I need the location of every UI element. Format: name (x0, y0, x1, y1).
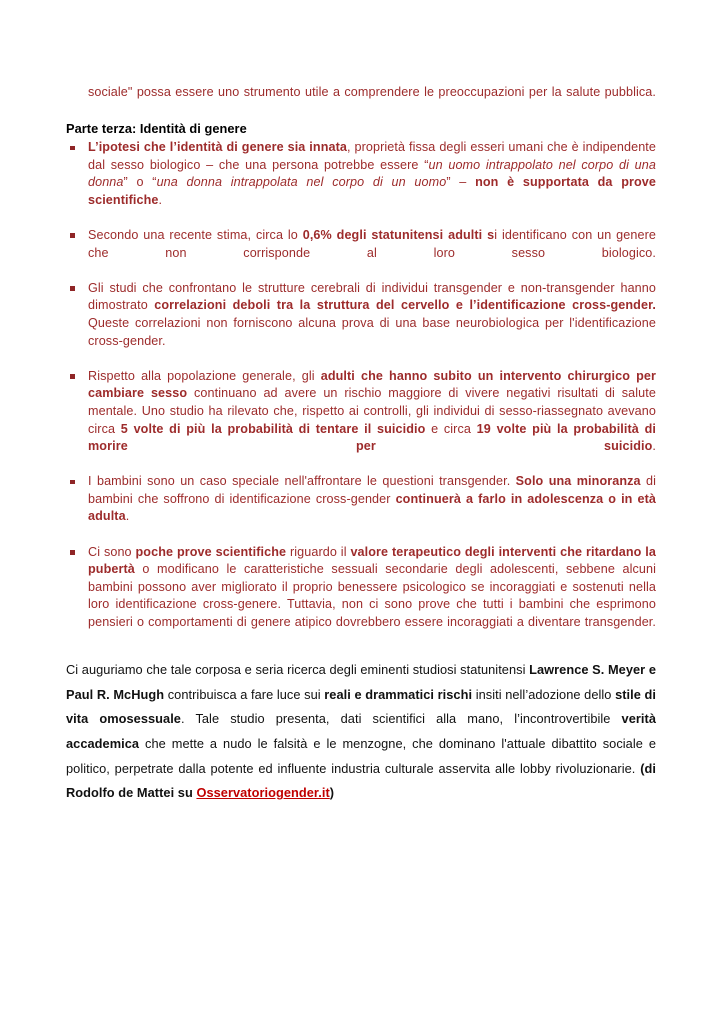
bold-run: (di Rodolfo de Mattei su (66, 760, 656, 801)
text-run: I bambini sono un caso speciale nell'affrontare le questioni transgender. (88, 474, 516, 489)
bold-run: stile di vita omosessuale (66, 686, 657, 727)
text-run: Ci sono (88, 544, 136, 559)
bullet-sex-reassignment-surgery-risks (66, 368, 656, 474)
bold-run: 0,6% degli statunitensi adulti s (302, 227, 495, 242)
text-run: riguardo il (286, 544, 351, 559)
bold-run: reali e drammatici rischi (324, 686, 473, 702)
italic-run: un uomo intrappolato nel corpo di una donna (88, 157, 656, 190)
bullet-text (88, 281, 656, 348)
text-run: di bambini che soffrono di identificazione cross-gender (88, 474, 657, 506)
text-run: Ci auguriamo che tale corposa e seria ricerca degli eminenti studiosi statunitensi (66, 662, 530, 678)
closing-paragraph (66, 658, 656, 806)
text-run: continuano ad avere un rischio maggiore di vivere negativi risultati di salute mentale. Uno studio ha rilevato che, rispetto ai controlli, gli individui di sesso-riassegnato avevano circa (88, 386, 656, 436)
text-run: . (158, 192, 163, 207)
bold-run: non è supportata da prove scientifiche (88, 175, 656, 207)
square-bullet-icon (70, 550, 75, 555)
text-run: . Tale studio presenta, dati scientifici alla mano, l’incontrovertibile (180, 711, 622, 727)
bullet-text (88, 228, 656, 260)
text-run: . (125, 509, 130, 524)
bold-run: 5 volte di più la probabilità di tentare il suicidio (120, 421, 426, 436)
bold-run: valore terapeutico degli interventi che ritardano la pubertà (88, 544, 656, 577)
bullet-text (88, 369, 656, 453)
text-run: . (652, 439, 656, 454)
text-run: ” o “ (123, 175, 157, 190)
bold-run: Lawrence S. Meyer e Paul R. McHugh (66, 662, 657, 702)
findings-bullet-list (66, 139, 656, 649)
text-run: o modificano le caratteristiche sessuali secondarie degli adolescenti, sebbene alcuni bambini possono aver migliorato il proprio benessere psicologico se incoraggiati e sostenuti nella loro identificazione cross-genere. Tuttavia, non ci sono prove che tutti i bambini che esprimono pensieri o comportamenti di genere atipico dovrebbero essere incoraggiati a diventare transgender. (88, 562, 656, 630)
bold-run: correlazioni deboli tra la struttura del cervello e l’identificazione cross-gender. (154, 298, 656, 313)
italic-run: una donna intrappolata nel corpo di un uomo (156, 175, 447, 190)
osservatoriogender-link[interactable]: Osservatoriogender.it (196, 785, 330, 801)
text-run: Gli studi che confrontano le strutture cerebrali di individui transgender e non-transgender hanno dimostrato (88, 280, 656, 313)
text-run: Secondo una recente stima, circa lo (88, 227, 303, 242)
bold-run: continuerà a farlo in adolescenza o in età adulta (88, 491, 656, 524)
bullet-puberty-blockers-evidence (66, 544, 656, 650)
bullet-gender-identity-hypothesis (66, 139, 656, 227)
square-bullet-icon (70, 480, 75, 485)
bold-run: Solo una minoranza (515, 474, 641, 489)
bold-run: ) (329, 785, 335, 801)
bold-run: 19 volte più la probabilità di morire per suicidio (88, 421, 656, 454)
text-run: Queste correlazioni non forniscono alcuna prova di una base neurobiologica per l'identificazione cross-gender. (88, 315, 656, 348)
bullet-recent-estimate (66, 227, 656, 280)
bullet-text (88, 140, 656, 207)
text-run: insiti nell’adozione dello (472, 686, 616, 702)
text-run: i identificano con un genere che non corrisponde al loro sesso biologico. (88, 227, 656, 260)
section-heading-parte-terza: Parte terza: Identità di genere (66, 121, 247, 136)
bold-run: adulti che hanno subito un intervento chirurgico per cambiare sesso (88, 368, 657, 401)
bullet-text (88, 474, 656, 523)
text-run: e circa (425, 421, 477, 436)
text-run: , proprietà fissa degli esseri umani che è indipendente dal sesso biologico – che una persona potrebbe essere “ (88, 140, 656, 172)
bold-run: poche prove scientifiche (135, 544, 287, 559)
text-run: Rispetto alla popolazione generale, gli (88, 368, 321, 383)
bullet-children-special-case (66, 473, 656, 543)
bullet-text (88, 545, 656, 629)
text-run: che mette a nudo le falsità e le menzogne, che dominano l'attuale dibattito sociale e politico, perpetrate dalla potente ed influente industria culturale asservita alle lobby rivoluzionarie. (66, 736, 656, 776)
square-bullet-icon (70, 233, 75, 238)
bold-run: L’ipotesi che l’identità di genere sia innata (88, 140, 347, 154)
bullet-brain-structure-studies (66, 280, 656, 368)
bold-run: verità accademica (66, 711, 656, 751)
intro-paragraph: sociale" possa essere uno strumento utile a comprendere le preoccupazioni per la salute pubblica. (88, 85, 656, 99)
text-run: contribuisca a fare luce sui (164, 686, 325, 702)
square-bullet-icon (70, 374, 75, 379)
text-run: ” – (446, 175, 476, 190)
square-bullet-icon (70, 286, 75, 291)
square-bullet-icon (70, 146, 75, 151)
